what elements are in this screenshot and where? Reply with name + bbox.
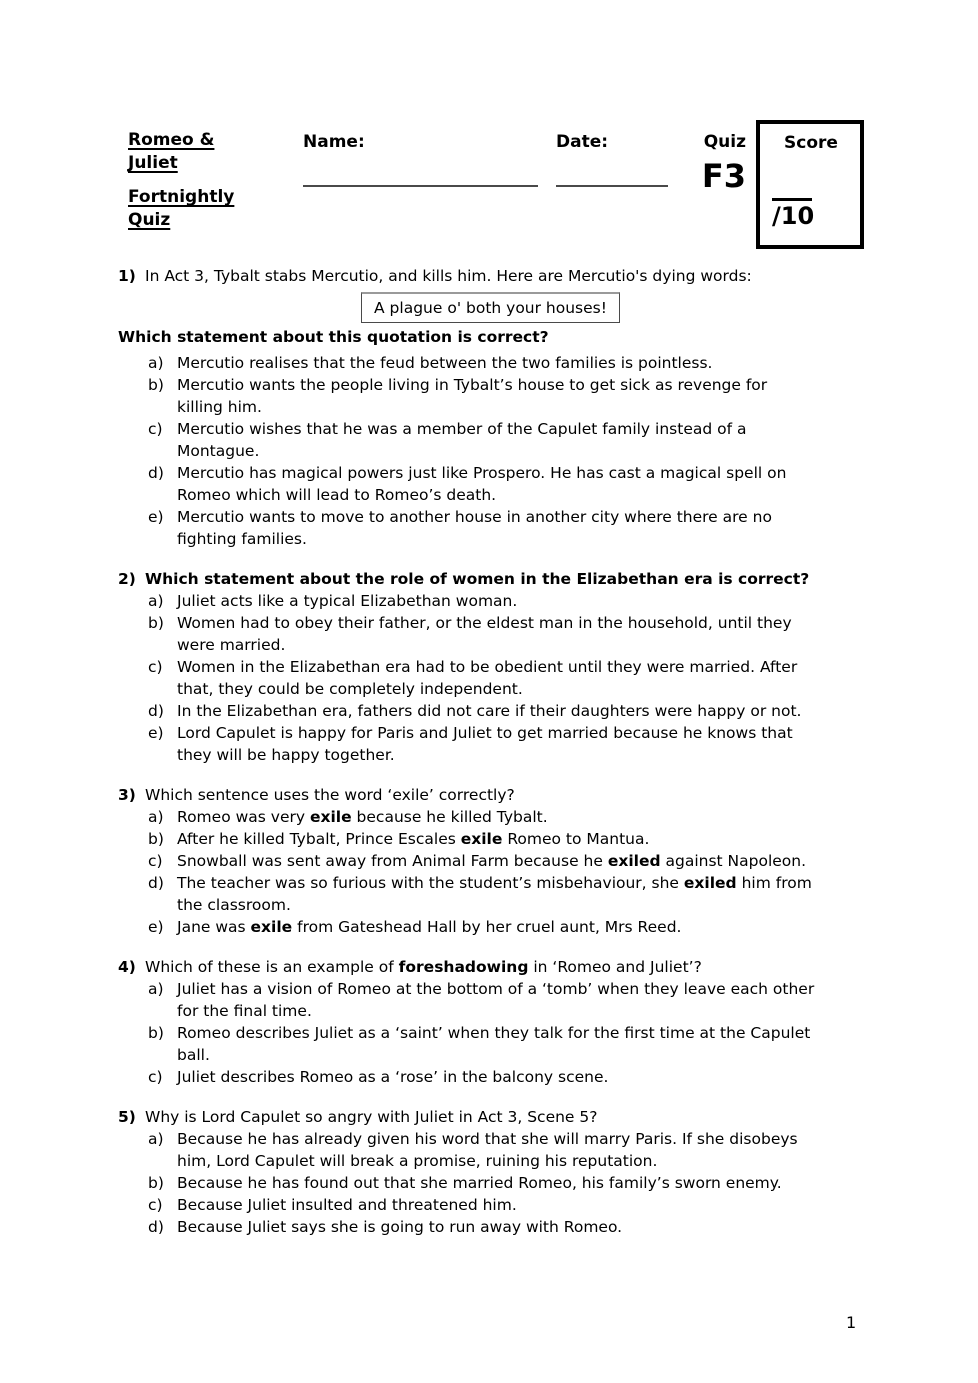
question-stem-row <box>118 784 863 806</box>
options-list <box>148 590 863 766</box>
question-subheading: Which statement about this quotation is correct? <box>118 328 549 346</box>
question-number: 2) <box>118 570 136 588</box>
option-label: c) <box>148 1068 163 1086</box>
document-header <box>0 0 978 265</box>
question <box>118 265 863 550</box>
option <box>148 462 863 506</box>
question-stem: In Act 3, Tybalt stabs Mercutio, and kills him. Here are Mercutio's dying words: <box>145 267 752 285</box>
option-text <box>177 828 863 850</box>
score-box <box>756 120 864 249</box>
option <box>148 722 863 766</box>
bold-term: foreshadowing <box>398 958 529 976</box>
option <box>148 828 863 850</box>
question-number: 1) <box>118 267 136 285</box>
option-label: c) <box>148 658 163 676</box>
option-text <box>177 462 863 506</box>
score-denominator: /10 <box>772 202 815 230</box>
option-text <box>177 872 863 916</box>
option-label: a) <box>148 592 164 610</box>
option <box>148 418 863 462</box>
option-text <box>177 374 863 418</box>
question-stem-row <box>118 265 863 287</box>
option-text-line: Montague. <box>177 442 260 460</box>
option-text <box>177 850 863 872</box>
questions-list <box>118 265 863 1256</box>
question-stem: Which sentence uses the word ‘exile’ correctly? <box>145 786 515 804</box>
quiz-title <box>128 129 260 232</box>
option-label: d) <box>148 874 164 892</box>
option-label: a) <box>148 354 164 372</box>
option <box>148 1172 863 1194</box>
option-text-line: Romeo which will lead to Romeo’s death. <box>177 486 497 504</box>
option-text-line: Juliet acts like a typical Elizabethan woman. <box>177 592 518 610</box>
option-text <box>177 656 863 700</box>
option <box>148 978 863 1022</box>
quiz-code-block <box>640 131 746 193</box>
option <box>148 352 863 374</box>
option-text-line: Because he has already given his word that she will marry Paris. If she disobeys <box>177 1130 798 1148</box>
option-label: b) <box>148 830 164 848</box>
score-blank-line <box>772 154 812 201</box>
question-number: 3) <box>118 786 136 804</box>
option-text-line: Mercutio wants to move to another house in another city where there are no <box>177 508 772 526</box>
option <box>148 506 863 550</box>
option-label: c) <box>148 852 163 870</box>
bold-term: exiled <box>607 852 661 870</box>
question-stem: Which of these is an example of foreshadowing in ‘Romeo and Juliet’? <box>145 958 702 976</box>
option-text-line: Mercutio wants the people living in Tybalt’s house to get sick as revenge for <box>177 376 768 394</box>
option-text <box>177 700 863 722</box>
bold-term: exiled <box>683 874 737 892</box>
bold-term: exile <box>460 830 503 848</box>
option <box>148 916 863 938</box>
option <box>148 590 863 612</box>
option <box>148 1066 863 1088</box>
option-text <box>177 1128 863 1172</box>
option-text <box>177 506 863 550</box>
option-text-line: Because Juliet says she is going to run away with Romeo. <box>177 1218 623 1236</box>
option-text <box>177 978 863 1022</box>
option-label: b) <box>148 376 164 394</box>
option-text-line: Mercutio has magical powers just like Prospero. He has cast a magical spell on <box>177 464 787 482</box>
question-stem-row <box>118 956 863 978</box>
quotation-box: A plague o' both your houses! <box>361 292 620 323</box>
quiz-label: Quiz <box>703 132 746 152</box>
option-text-line: After he killed Tybalt, Prince Escales exile Romeo to Mantua. <box>177 830 650 848</box>
bold-term: exile <box>250 918 293 936</box>
option-text-line: Jane was exile from Gateshead Hall by her cruel aunt, Mrs Reed. <box>177 918 682 936</box>
option-text-line: him, Lord Capulet will break a promise, ruining his reputation. <box>177 1152 658 1170</box>
option-text-line: Snowball was sent away from Animal Farm because he exiled against Napoleon. <box>177 852 807 870</box>
quiz-title-line1: Romeo & Juliet <box>128 130 215 173</box>
option-text-line: Mercutio wishes that he was a member of the Capulet family instead of a <box>177 420 747 438</box>
option-label: b) <box>148 1174 164 1192</box>
option <box>148 850 863 872</box>
score-label: Score <box>784 133 838 153</box>
bold-term: exile <box>309 808 352 826</box>
option <box>148 1128 863 1172</box>
options-list <box>148 978 863 1088</box>
option-text <box>177 352 863 374</box>
option-text <box>177 1066 863 1088</box>
options-list <box>148 1128 863 1238</box>
option-text-line: killing him. <box>177 398 262 416</box>
option <box>148 700 863 722</box>
option-text-line: Romeo describes Juliet as a ‘saint’ when they talk for the first time at the Capulet <box>177 1024 811 1042</box>
option-label: b) <box>148 614 164 632</box>
question <box>118 568 863 766</box>
option-text-line: were married. <box>177 636 286 654</box>
option-text-line: fighting families. <box>177 530 307 548</box>
question-stem: Which statement about the role of women in the Elizabethan era is correct? <box>145 570 810 588</box>
quiz-code: F3 <box>701 157 746 195</box>
option-text <box>177 916 863 938</box>
option-label: e) <box>148 918 164 936</box>
options-list <box>148 806 863 938</box>
option-label: d) <box>148 464 164 482</box>
option-text-line: Mercutio realises that the feud between the two families is pointless. <box>177 354 713 372</box>
option-text-line: Women had to obey their father, or the eldest man in the household, until they <box>177 614 792 632</box>
option-text-line: Lord Capulet is happy for Paris and Juliet to get married because he knows that <box>177 724 793 742</box>
option-label: d) <box>148 1218 164 1236</box>
question-stem: Why is Lord Capulet so angry with Juliet in Act 3, Scene 5? <box>145 1108 598 1126</box>
option-text <box>177 1216 863 1238</box>
option <box>148 656 863 700</box>
option-label: e) <box>148 724 164 742</box>
option-text-line: that, they could be completely independent. <box>177 680 523 698</box>
option-label: a) <box>148 980 164 998</box>
name-label: Name: <box>303 132 365 152</box>
option-label: a) <box>148 808 164 826</box>
option-text-line: Because he has found out that she married Romeo, his family’s sworn enemy. <box>177 1174 782 1192</box>
option <box>148 374 863 418</box>
option-label: d) <box>148 702 164 720</box>
option-label: b) <box>148 1024 164 1042</box>
option-text-line: for the final time. <box>177 1002 312 1020</box>
option-text-line: Romeo was very exile because he killed Tybalt. <box>177 808 548 826</box>
option-text <box>177 418 863 462</box>
option-label: c) <box>148 420 163 438</box>
option-text <box>177 1022 863 1066</box>
option-text-line: Juliet has a vision of Romeo at the bottom of a ‘tomb’ when they leave each other <box>177 980 815 998</box>
name-blank-line <box>303 185 538 187</box>
option-text-line: Juliet describes Romeo as a ‘rose’ in the balcony scene. <box>177 1068 609 1086</box>
option <box>148 872 863 916</box>
option <box>148 1194 863 1216</box>
question <box>118 784 863 938</box>
option <box>148 1216 863 1238</box>
option-text <box>177 806 863 828</box>
option-text-line: the classroom. <box>177 896 291 914</box>
option-text-line: The teacher was so furious with the student’s misbehaviour, she exiled him from <box>177 874 812 892</box>
option-text <box>177 722 863 766</box>
options-list <box>148 352 863 550</box>
option-label: a) <box>148 1130 164 1148</box>
option-text-line: ball. <box>177 1046 210 1064</box>
option-text <box>177 612 863 656</box>
date-label: Date: <box>556 132 609 152</box>
option-text <box>177 590 863 612</box>
option-text-line: they will be happy together. <box>177 746 395 764</box>
question-number: 5) <box>118 1108 136 1126</box>
question-stem-row <box>118 568 863 590</box>
option-text <box>177 1172 863 1194</box>
question-stem-row <box>118 1106 863 1128</box>
question <box>118 1106 863 1238</box>
page-number: 1 <box>846 1313 857 1332</box>
option-text-line: Because Juliet insulted and threatened him. <box>177 1196 517 1214</box>
question-number: 4) <box>118 958 136 976</box>
option-label: c) <box>148 1196 163 1214</box>
option <box>148 612 863 656</box>
option-text <box>177 1194 863 1216</box>
question <box>118 956 863 1088</box>
option-label: e) <box>148 508 164 526</box>
option <box>148 1022 863 1066</box>
option-text-line: Women in the Elizabethan era had to be obedient until they were married. After <box>177 658 798 676</box>
option-text-line: In the Elizabethan era, fathers did not care if their daughters were happy or not. <box>177 702 802 720</box>
option <box>148 806 863 828</box>
name-field <box>303 131 538 187</box>
quiz-title-line2: Fortnightly Quiz <box>128 187 235 230</box>
